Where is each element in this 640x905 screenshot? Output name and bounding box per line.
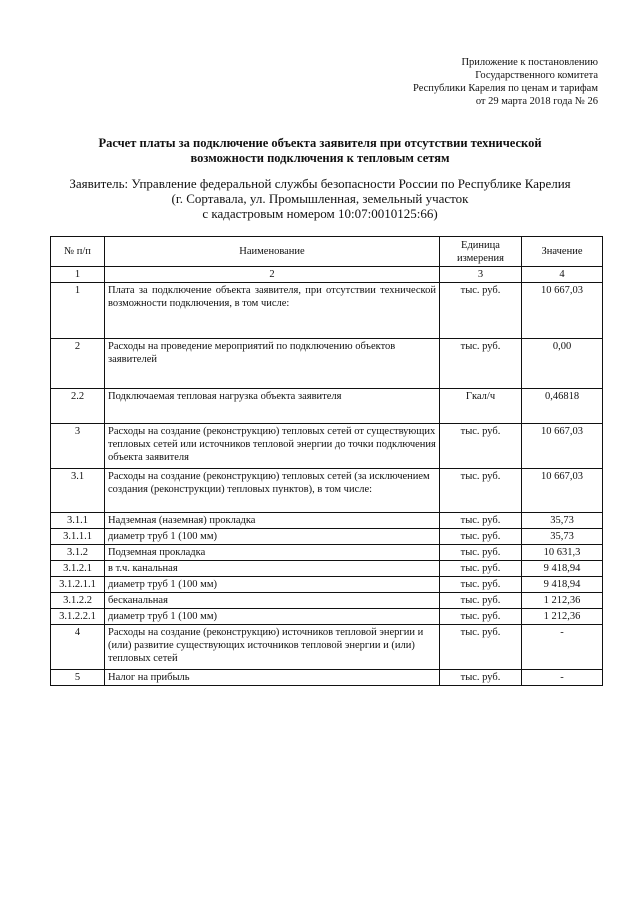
appendix-line-2: Государственного комитета <box>475 70 598 81</box>
header-unit: Единица измерения <box>440 237 522 267</box>
row-value: 10 667,03 <box>522 424 603 469</box>
row-unit: тыс. руб. <box>440 545 522 561</box>
row-num: 3.1.2 <box>51 545 105 561</box>
row-value: 10 667,03 <box>522 469 603 513</box>
row-name: Надземная (наземная) прокладка <box>105 513 440 529</box>
appendix-note <box>413 56 598 108</box>
row-unit: тыс. руб. <box>440 609 522 625</box>
applicant-line-3: с кадастровым номером 10:07:0010125:66) <box>202 206 438 221</box>
row-name: Подключаемая тепловая нагрузка объекта заявителя <box>105 389 440 424</box>
appendix-line-3: Республики Карелия по ценам и тарифам <box>413 83 598 94</box>
table-row <box>51 469 603 513</box>
row-unit: Гкал/ч <box>440 389 522 424</box>
row-num: 4 <box>51 625 105 670</box>
row-num: 3.1.2.2.1 <box>51 609 105 625</box>
row-name: Расходы на создание (реконструкцию) тепловых сетей от существующих тепловых сетей или источников тепловой энергии до точки подключения объекта заявителя <box>105 424 440 469</box>
row-name: Налог на прибыль <box>105 670 440 686</box>
table-row <box>51 389 603 424</box>
table-header-row <box>51 237 603 267</box>
row-name: диаметр труб 1 (100 мм) <box>105 577 440 593</box>
row-name: бесканальная <box>105 593 440 609</box>
row-name: Подземная прокладка <box>105 545 440 561</box>
row-unit: тыс. руб. <box>440 577 522 593</box>
row-num: 3.1.2.1 <box>51 561 105 577</box>
row-unit: тыс. руб. <box>440 513 522 529</box>
row-unit: тыс. руб. <box>440 593 522 609</box>
table-row <box>51 577 603 593</box>
row-num: 5 <box>51 670 105 686</box>
title-line-2: возможности подключения к тепловым сетям <box>190 151 450 165</box>
row-num: 3.1.1.1 <box>51 529 105 545</box>
row-name: Расходы на создание (реконструкцию) тепловых сетей (за исключением создания (реконструкции) тепловых пунктов), в том числе: <box>105 469 440 513</box>
row-value: 0,46818 <box>522 389 603 424</box>
row-name: диаметр труб 1 (100 мм) <box>105 609 440 625</box>
row-value: 0,00 <box>522 339 603 389</box>
table-row <box>51 339 603 389</box>
table-row <box>51 670 603 686</box>
header-value: Значение <box>522 237 603 267</box>
row-value: - <box>522 625 603 670</box>
index-cell: 1 <box>51 267 105 283</box>
row-name: Расходы на проведение мероприятий по подключению объектов заявителей <box>105 339 440 389</box>
row-name: Плата за подключение объекта заявителя, при отсутствии технической возможности подключения, в том числе: <box>105 283 440 339</box>
row-num: 2 <box>51 339 105 389</box>
row-unit: тыс. руб. <box>440 625 522 670</box>
row-value: 1 212,36 <box>522 609 603 625</box>
appendix-line-1: Приложение к постановлению <box>461 57 598 68</box>
row-num: 3 <box>51 424 105 469</box>
row-name: в т.ч. канальная <box>105 561 440 577</box>
row-value: 35,73 <box>522 529 603 545</box>
row-value: 10 667,03 <box>522 283 603 339</box>
document-title <box>60 136 580 166</box>
table-row <box>51 529 603 545</box>
index-cell: 4 <box>522 267 603 283</box>
row-num: 2.2 <box>51 389 105 424</box>
row-value: 9 418,94 <box>522 577 603 593</box>
row-unit: тыс. руб. <box>440 339 522 389</box>
row-num: 3.1.1 <box>51 513 105 529</box>
table-index-row <box>51 267 603 283</box>
calculation-table <box>50 236 603 686</box>
row-value: 10 631,3 <box>522 545 603 561</box>
table-row <box>51 593 603 609</box>
row-value: 35,73 <box>522 513 603 529</box>
index-cell: 2 <box>105 267 440 283</box>
row-value: 1 212,36 <box>522 593 603 609</box>
title-line-1: Расчет платы за подключение объекта заявителя при отсутствии технической <box>98 136 542 150</box>
row-name: Расходы на создание (реконструкцию) источников тепловой энергии и (или) развитие существующих источников тепловой энергии и (или) тепловых сетей <box>105 625 440 670</box>
table-row <box>51 609 603 625</box>
table-row <box>51 545 603 561</box>
row-unit: тыс. руб. <box>440 529 522 545</box>
applicant-line-1: Заявитель: Управление федеральной службы безопасности России по Республике Карелия <box>69 176 571 191</box>
index-cell: 3 <box>440 267 522 283</box>
table-row <box>51 283 603 339</box>
row-unit: тыс. руб. <box>440 424 522 469</box>
applicant-block <box>60 176 580 221</box>
row-unit: тыс. руб. <box>440 283 522 339</box>
table-row <box>51 561 603 577</box>
applicant-line-2: (г. Сортавала, ул. Промышленная, земельный участок <box>171 191 469 206</box>
row-num: 3.1.2.2 <box>51 593 105 609</box>
row-name: диаметр труб 1 (100 мм) <box>105 529 440 545</box>
row-unit: тыс. руб. <box>440 561 522 577</box>
row-unit: тыс. руб. <box>440 469 522 513</box>
row-unit: тыс. руб. <box>440 670 522 686</box>
table-row <box>51 513 603 529</box>
appendix-line-4: от 29 марта 2018 года № 26 <box>475 96 598 107</box>
table-row <box>51 424 603 469</box>
row-num: 1 <box>51 283 105 339</box>
row-value: - <box>522 670 603 686</box>
header-name: Наименование <box>105 237 440 267</box>
row-value: 9 418,94 <box>522 561 603 577</box>
table-row <box>51 625 603 670</box>
row-num: 3.1 <box>51 469 105 513</box>
row-num: 3.1.2.1.1 <box>51 577 105 593</box>
header-num: № п/п <box>51 237 105 267</box>
